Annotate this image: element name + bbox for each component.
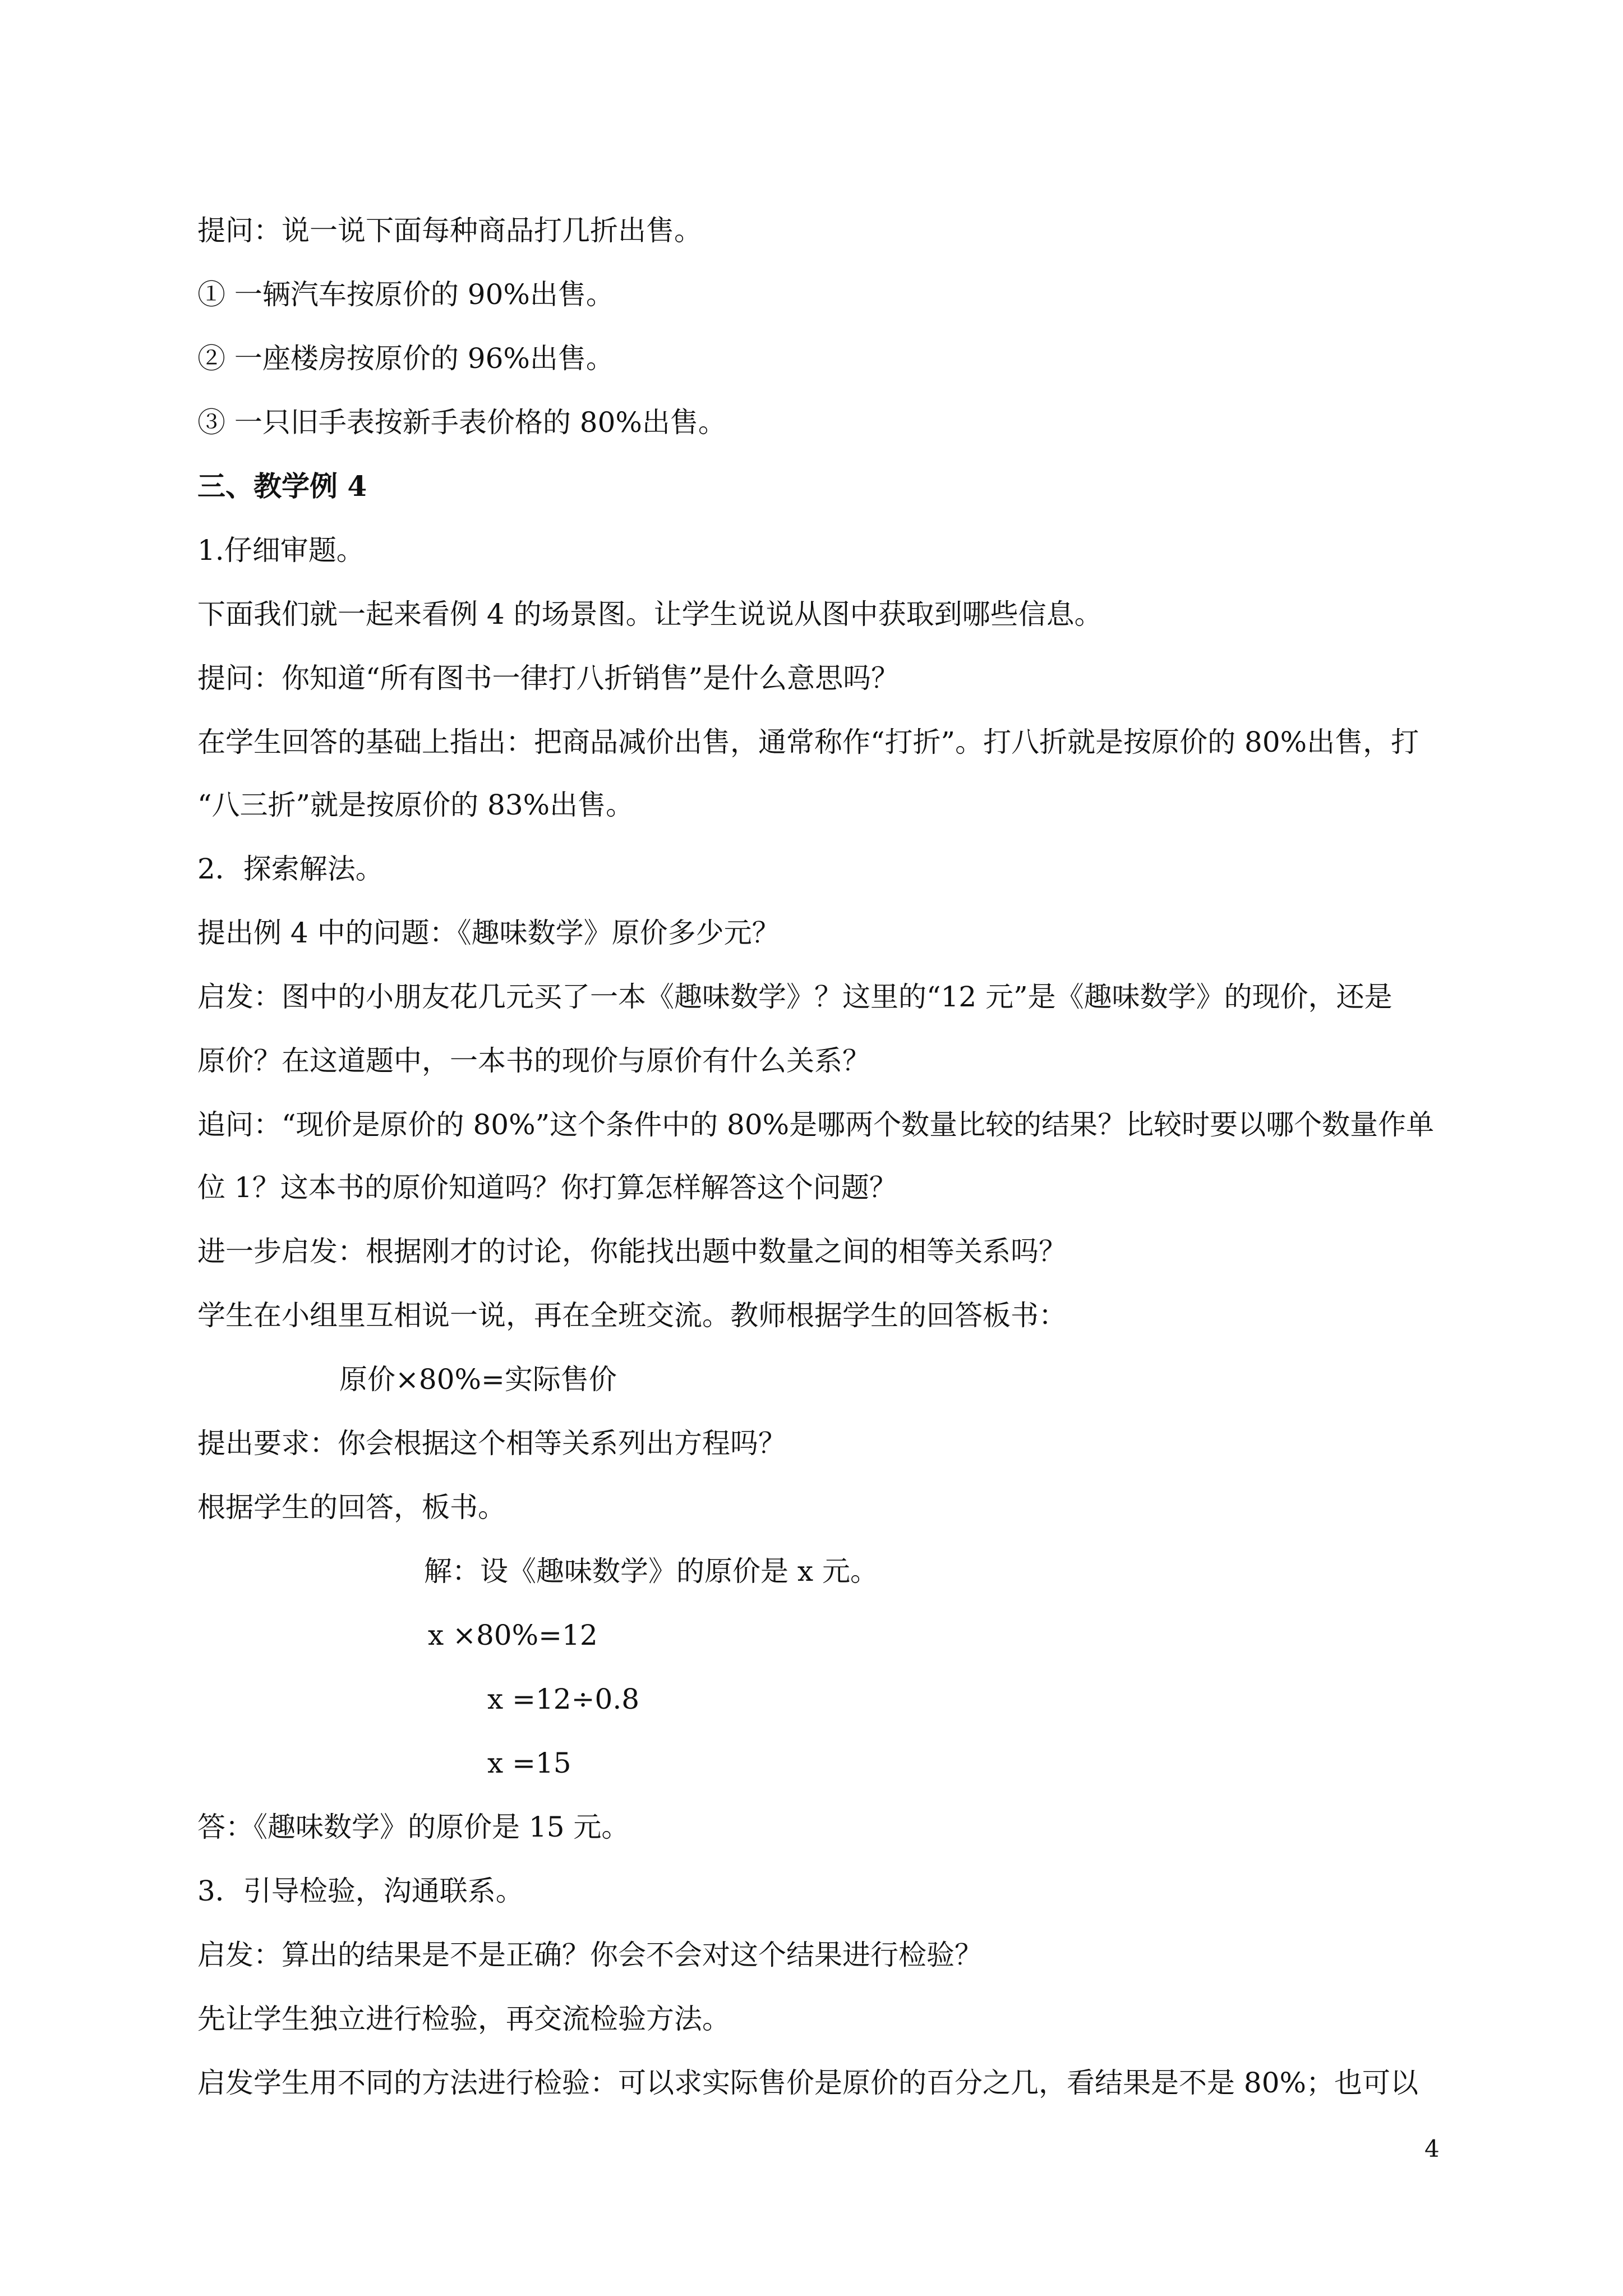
step-heading: 2．探索解法。 [197,853,384,885]
paragraph-line: 学生在小组里互相说一说，再在全班交流。教师根据学生的回答板书： [197,1299,1067,1332]
paragraph-line: 提出要求：你会根据这个相等关系列出方程吗？ [197,1427,786,1460]
list-item: ③ 一只旧手表按新手表价格的 80%出售。 [197,406,726,439]
paragraph-line: 进一步启发：根据刚才的讨论，你能找出题中数量之间的相等关系吗？ [197,1235,1067,1268]
paragraph-line: 下面我们就一起来看例 4 的场景图。让学生说说从图中获取到哪些信息。 [197,598,1103,631]
paragraph-line: 启发：算出的结果是不是正确？你会不会对这个结果进行检验？ [197,1939,983,1971]
paragraph-line: 原价？在这道题中，一本书的现价与原价有什么关系？ [197,1045,870,1077]
list-item: ② 一座楼房按原价的 96%出售。 [197,342,614,375]
paragraph-line: 先让学生独立进行检验，再交流检验方法。 [197,2003,730,2035]
question-prompt: 提问：说一说下面每种商品打几折出售。 [197,214,702,247]
paragraph-line: 根据学生的回答，板书。 [197,1491,506,1524]
solution-line: 解：设《趣味数学》的原价是 x 元。 [424,1555,878,1588]
equation-line: x =12÷0.8 [487,1683,640,1715]
equation-line: 原价×80%=实际售价 [339,1363,617,1396]
list-item: ① 一辆汽车按原价的 90%出售。 [197,278,614,311]
paragraph-line: 位 1？这本书的原价知道吗？你打算怎样解答这个问题？ [197,1171,897,1204]
paragraph-line: 提出例 4 中的问题：《趣味数学》原价多少元？ [197,917,780,949]
paragraph-line: 提问：你知道“所有图书一律打八折销售”是什么意思吗？ [197,662,900,694]
paragraph-line: “八三折”就是按原价的 83%出售。 [197,789,634,821]
paragraph-line: 在学生回答的基础上指出：把商品减价出售，通常称作“打折”。打八折就是按原价的 80%出售，打 [197,726,1419,758]
paragraph-line: 追问：“现价是原价的 80%”这个条件中的 80%是哪两个数量比较的结果？比较时要以哪个数量作单 [197,1108,1435,1141]
paragraph-line: 启发：图中的小朋友花几元买了一本《趣味数学》？这里的“12 元”是《趣味数学》的现价，还是 [197,981,1393,1013]
equation-line: x =15 [487,1747,571,1779]
step-heading: 1.仔细审题。 [197,534,365,567]
paragraph-line: 启发学生用不同的方法进行检验：可以求实际售价是原价的百分之几，看结果是不是 80%；也可以 [197,2067,1419,2099]
section-heading: 三、教学例 4 [197,470,367,503]
page-number: 4 [1424,2135,1440,2162]
step-heading: 3．引导检验，沟通联系。 [197,1875,524,1907]
equation-line: x ×80%=12 [428,1619,598,1651]
answer-line: 答：《趣味数学》的原价是 15 元。 [197,1811,630,1843]
